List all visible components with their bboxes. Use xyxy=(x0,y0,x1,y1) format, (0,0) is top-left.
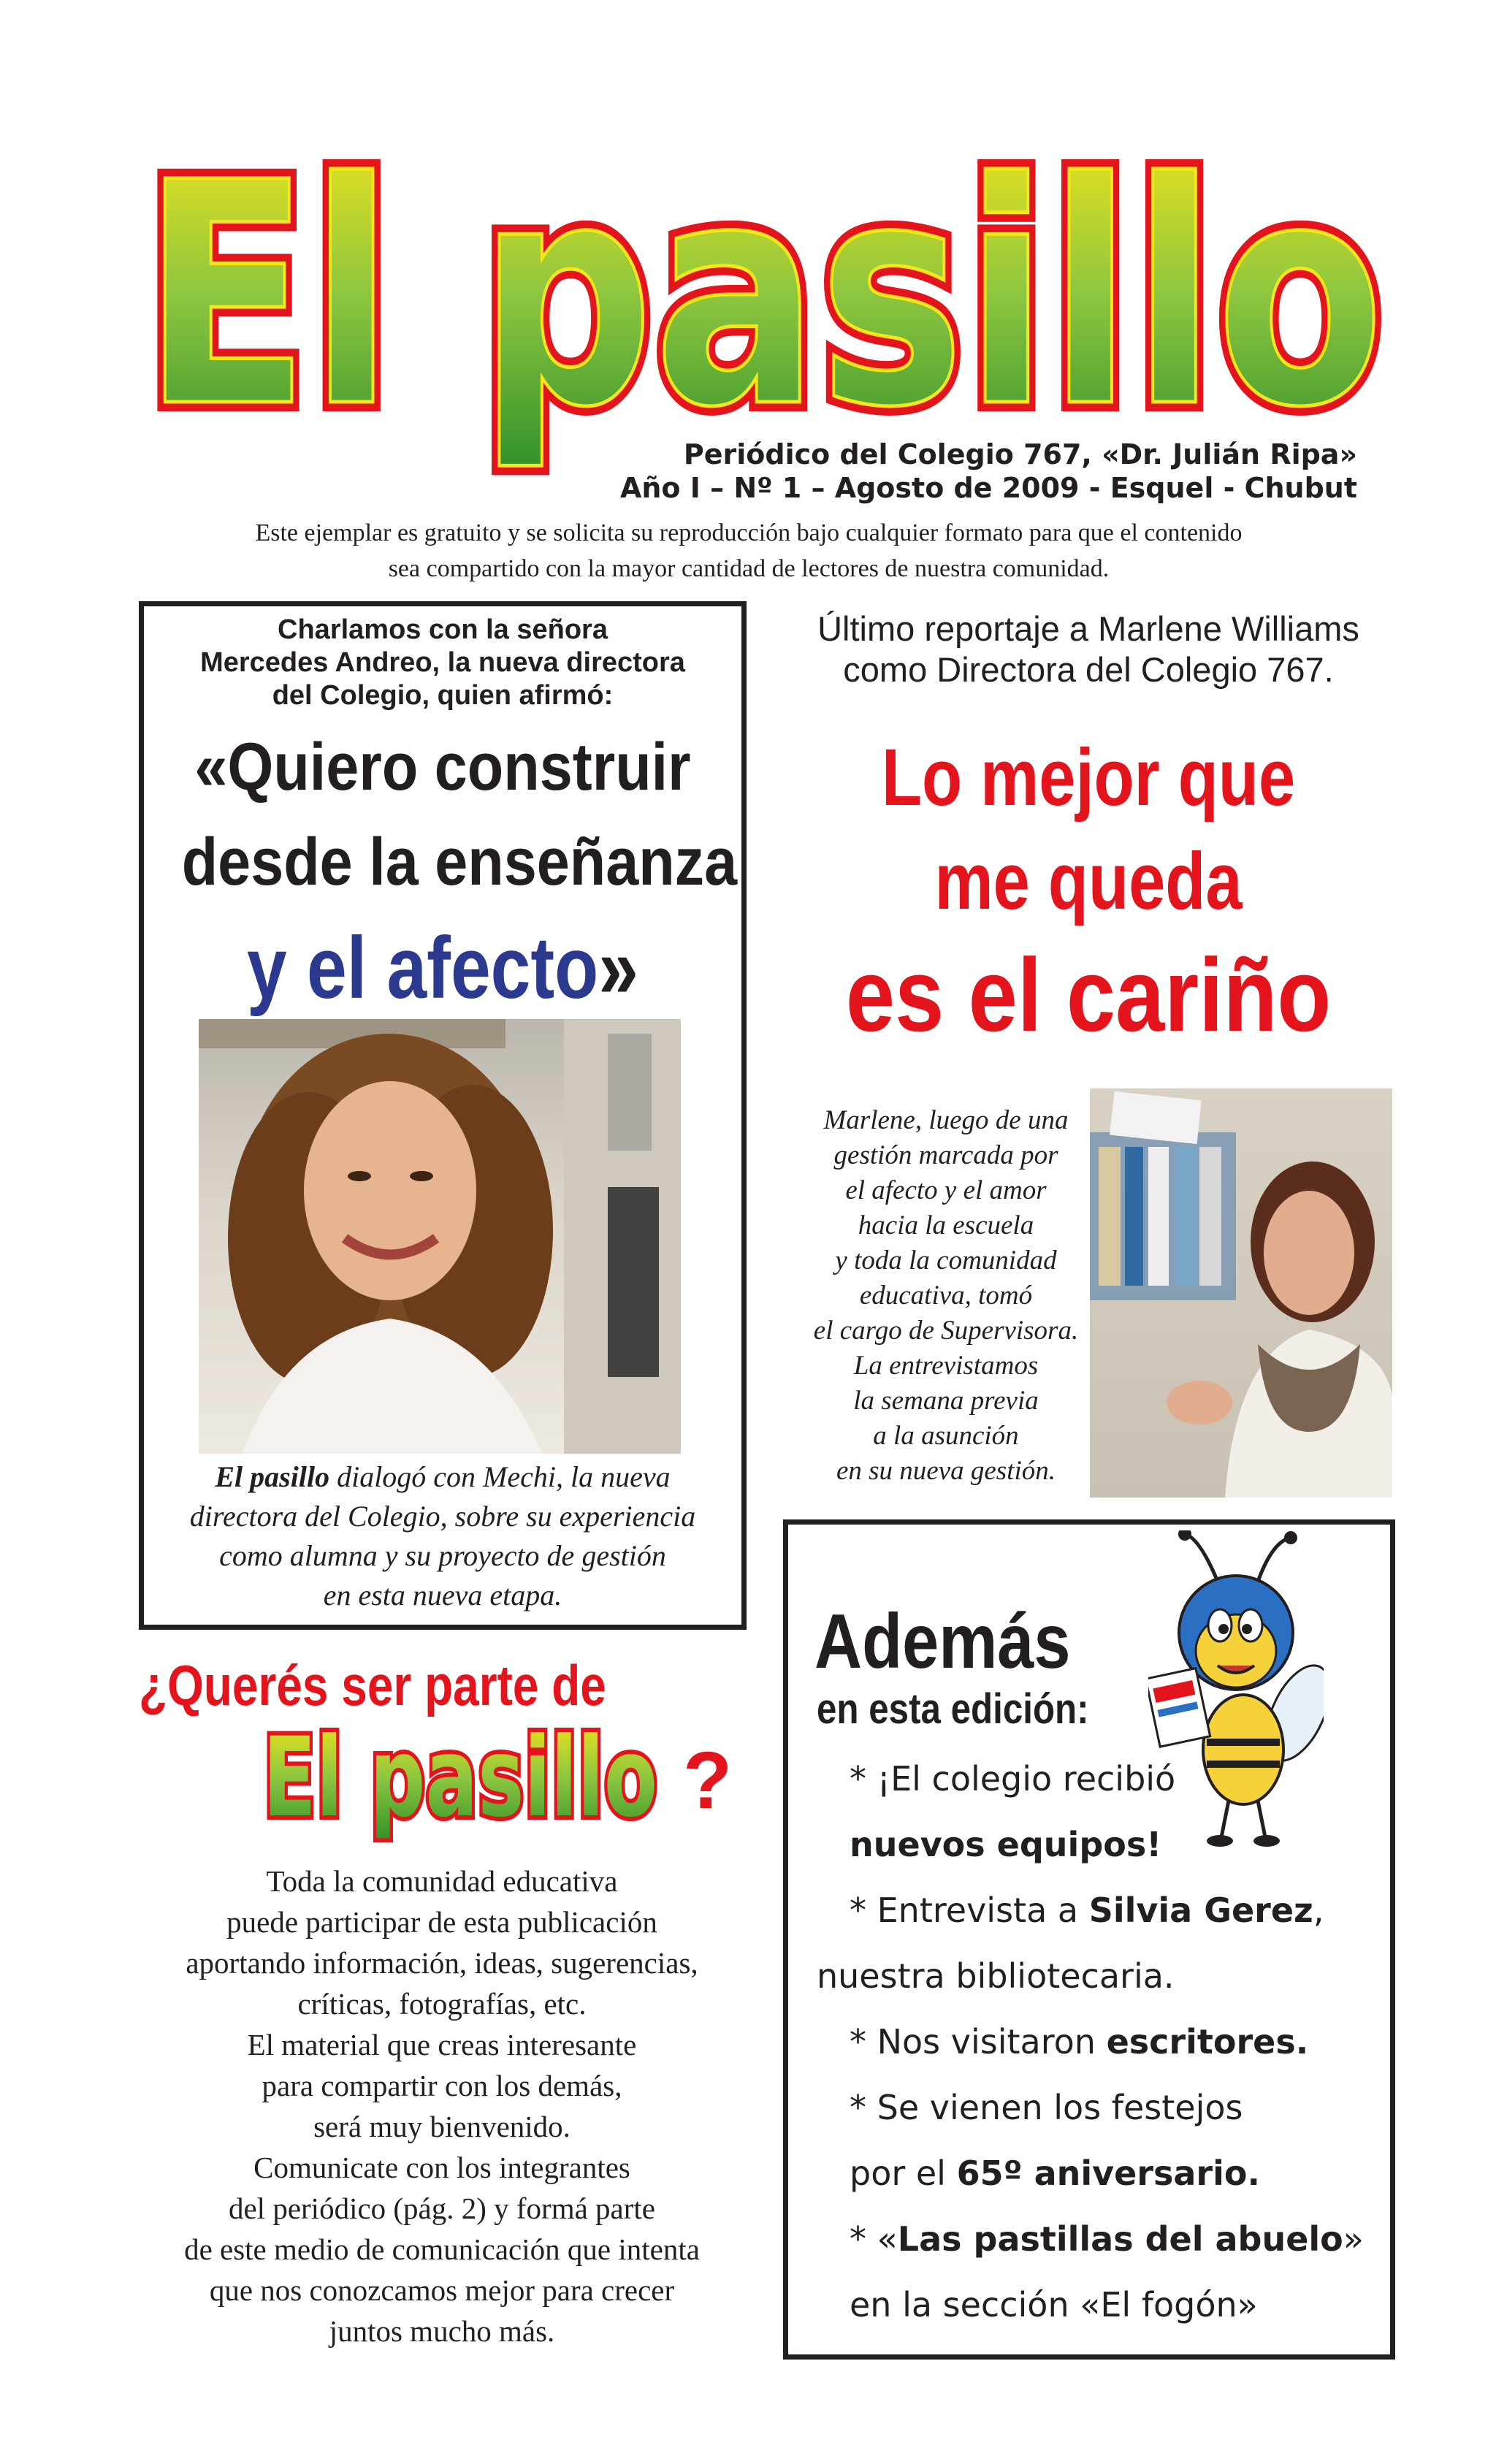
williams-headline-line-3: es el cariño xyxy=(845,937,1332,1053)
williams-caption-line: a la asunción xyxy=(873,1421,1019,1451)
ademas-item-5d: en la sección «El fogón» xyxy=(850,2285,1258,2324)
ademas-item-5c-text: » xyxy=(1343,2219,1364,2259)
ademas-subtitle: en esta edición: xyxy=(817,1685,1089,1733)
ademas-item-1b-bold: nuevos equipos! xyxy=(850,1825,1162,1864)
join-body-line: críticas, fotografías, etc. xyxy=(297,1987,587,2021)
ademas-item-2d: nuestra bibliotecaria. xyxy=(817,1956,1175,1996)
ademas-item-4b-text: por el xyxy=(850,2154,957,2193)
masthead-subtitle-2: Año I – Nº 1 – Agosto de 2009 - Esquel - Chubut xyxy=(619,472,1357,504)
ademas-title: Además xyxy=(814,1598,1071,1685)
williams-portrait-illustration xyxy=(1090,1088,1392,1498)
free-copy-notice xyxy=(146,515,1351,587)
andreo-caption-line-1 xyxy=(146,1457,739,1497)
andreo-quote-line-3 xyxy=(199,917,686,1019)
williams-caption-line: y toda la comunidad xyxy=(835,1246,1057,1275)
join-body-line: juntos mucho más. xyxy=(329,2314,555,2348)
andreo-caption-bold: El pasillo xyxy=(215,1460,330,1493)
join-body xyxy=(139,1861,745,2352)
andreo-intro-line-2: Mercedes Andreo, la nueva directora xyxy=(200,647,685,678)
andreo-caption xyxy=(146,1457,739,1615)
join-question-mark: ? xyxy=(683,1736,733,1826)
andreo-caption-rest: dialogó con Mechi, la nueva xyxy=(329,1460,671,1493)
andreo-quote-line-1: «Quiero construir xyxy=(194,730,691,804)
join-body-line: puede participar de esta publicación xyxy=(226,1905,657,1939)
williams-caption-line: gestión marcada por xyxy=(833,1140,1058,1170)
andreo-caption-line-3: como alumna y su proyecto de gestión xyxy=(219,1539,666,1572)
masthead-title: El pasillo xyxy=(142,118,1384,475)
williams-caption-line: Marlene, luego de una xyxy=(823,1105,1069,1135)
williams-caption-line: en su nueva gestión. xyxy=(836,1456,1056,1486)
ademas-list xyxy=(817,1746,1364,2338)
andreo-caption-line-4: en esta nueva etapa. xyxy=(323,1579,562,1611)
williams-intro xyxy=(782,609,1395,690)
ademas-item-5a-text: * « xyxy=(850,2219,898,2259)
ademas-item-5 xyxy=(817,2206,1364,2272)
join-logo xyxy=(259,1717,741,1848)
ademas-item-1a: * ¡El colegio recibió xyxy=(850,1759,1176,1799)
join-body-line: aportando información, ideas, sugerencias, xyxy=(186,1946,698,1980)
williams-intro-line-2: como Directora del Colegio 767. xyxy=(843,650,1334,689)
williams-intro-line-1: Último reportaje a Marlene Williams xyxy=(817,609,1359,648)
join-body-line: del periódico (pág. 2) y formá parte xyxy=(228,2192,655,2225)
ademas-item-3 xyxy=(817,2009,1364,2075)
williams-caption xyxy=(793,1103,1099,1489)
join-logo-text: El pasillo xyxy=(263,1717,657,1842)
ademas-item-3b-bold: escritores. xyxy=(1106,2022,1309,2061)
andreo-intro xyxy=(153,614,732,712)
ademas-item-1b xyxy=(817,1812,1364,1877)
williams-caption-line: La entrevistamos xyxy=(853,1351,1039,1381)
ademas-item-3a-text: * Nos visitaron xyxy=(850,2022,1107,2061)
andreo-intro-line-3: del Colegio, quien afirmó: xyxy=(272,680,614,711)
join-body-line: Toda la comunidad educativa xyxy=(266,1864,618,1898)
andreo-caption-line-2: directora del Colegio, sobre su experiencia xyxy=(189,1500,696,1533)
williams-headline-line-2: me queda xyxy=(934,836,1243,926)
andreo-quote-line-2: desde la enseñanza xyxy=(181,825,738,899)
ademas-item-2a-text: * Entrevista a xyxy=(850,1891,1089,1930)
williams-caption-line: la semana previa xyxy=(853,1386,1039,1416)
ademas-item-4a: * Se vienen los festejos xyxy=(850,2088,1243,2127)
join-body-line: Comunicate con los integrantes xyxy=(253,2151,630,2184)
williams-caption-line: el cargo de Supervisora. xyxy=(813,1316,1079,1346)
join-body-line: de este medio de comunicación que intenta xyxy=(184,2232,700,2266)
notice-line-2: sea compartido con la mayor cantidad de lectores de nuestra comunidad. xyxy=(388,555,1110,582)
andreo-quote-blue: y el afecto xyxy=(246,919,599,1017)
ademas-item-2c-text: , xyxy=(1313,1891,1324,1930)
andreo-quote-close: » xyxy=(598,919,639,1017)
williams-caption-line: el afecto y el amor xyxy=(845,1175,1047,1205)
join-body-line: para compartir con los demás, xyxy=(262,2069,622,2102)
join-body-line: que nos conozcamos mejor para crecer xyxy=(209,2273,675,2307)
ademas-item-4c-bold: 65º aniversario. xyxy=(956,2154,1260,2193)
notice-line-1: Este ejemplar es gratuito y se solicita su reproducción bajo cualquier formato para que el contenido xyxy=(255,519,1243,546)
join-logo-art xyxy=(259,1717,741,1848)
ademas-item-5b-bold: Las pastillas del abuelo xyxy=(897,2219,1343,2259)
williams-caption-line: hacia la escuela xyxy=(858,1210,1034,1240)
andreo-photo xyxy=(199,1019,681,1454)
ademas-item-2b-bold: Silvia Gerez xyxy=(1088,1891,1313,1930)
join-headline: ¿Querés ser parte de xyxy=(139,1653,606,1717)
andreo-intro-line-1: Charlamos con la señora xyxy=(278,614,608,645)
williams-photo xyxy=(1090,1088,1392,1498)
andreo-portrait-illustration xyxy=(199,1019,681,1454)
masthead-title-outline: El pasillo xyxy=(142,118,1384,475)
join-body-line: será muy bienvenido. xyxy=(313,2110,570,2143)
williams-caption-line: educativa, tomó xyxy=(859,1281,1033,1311)
ademas-item-2a xyxy=(817,1877,1364,1943)
ademas-item-4b xyxy=(817,2140,1364,2206)
join-body-line: El material que creas interesante xyxy=(247,2028,637,2061)
masthead-subtitle-1: Periódico del Colegio 767, «Dr. Julián Ripa» xyxy=(683,438,1357,470)
williams-headline-line-1: Lo mejor que xyxy=(881,733,1296,823)
